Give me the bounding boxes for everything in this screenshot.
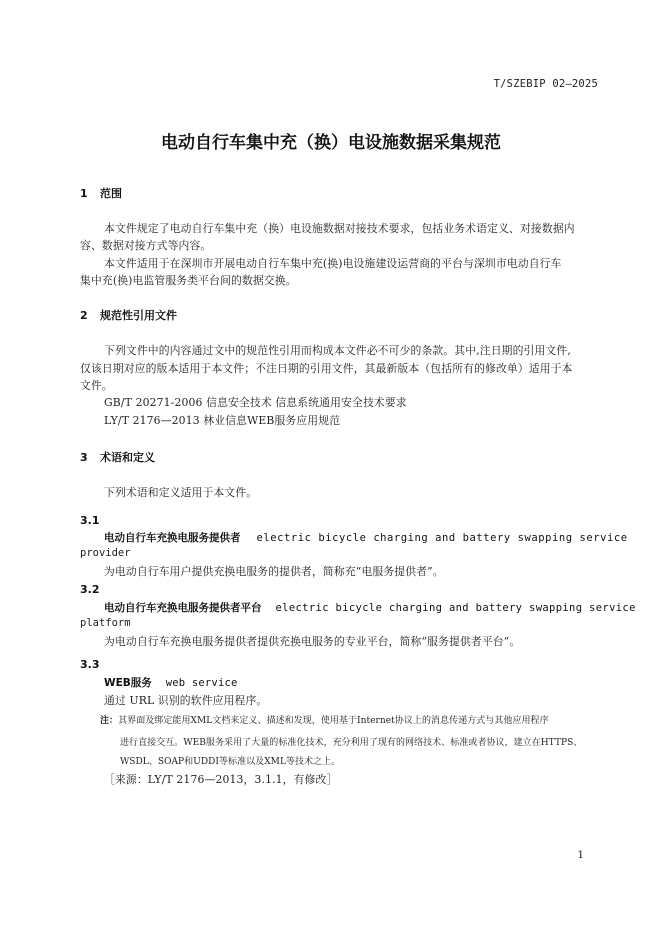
note-text: 其界面及绑定能用XML文档来定义、描述和发现，使用基于Internet协议上的消息传递方式与其他应用程序 [118,716,549,726]
term-english-continued: provider [80,547,131,559]
paragraph-line: 仅该日期对应的版本适用于本文件；不注日期的引用文件，其最新版本（包括所有的修改单）适用于本 [80,362,573,375]
note [100,713,549,726]
paragraph-line: 容、数据对接方式等内容。 [80,239,212,252]
standard-number: T/SZEBIP 02—2025 [493,78,598,90]
section-heading-normative [80,307,177,323]
term-definition: 为电动自行车用户提供充换电服务的提供者，简称充“电服务提供者”。 [104,565,444,578]
section-heading-scope [80,185,122,201]
term-chinese: 电动自行车充换电服务提供者平台 [104,602,262,614]
term-chinese: 电动自行车充换电服务提供者 [104,532,241,544]
paragraph-line: 本文件规定了电动自行车集中充（换）电设施数据对接技术要求，包括业务术语定义、对接数据内 [104,222,575,235]
term-entry [104,675,238,690]
reference-item: LY/T 2176—2013 林业信息WEB服务应用规范 [104,414,341,427]
term-entry [104,600,636,615]
term-number: 3.2 [80,583,100,596]
note-label: 注： [100,716,119,726]
page-number: 1 [577,849,584,861]
term-english: web service [165,677,238,689]
term-entry [104,530,628,545]
reference-item: GB/T 20271-2006 信息安全技术 信息系统通用安全技术要求 [104,396,407,409]
section-title: 规范性引用文件 [100,309,177,322]
source-citation: ［来源：LY/T 2176—2013，3.1.1，有修改］ [104,773,338,786]
section-number: 1 [80,187,88,200]
term-definition: 通过 URL 识别的软件应用程序。 [104,694,268,707]
note-text: WSDL、SOAP和UDDI等标准以及XML等技术之上。 [120,757,341,767]
section-number: 3 [80,451,88,464]
term-chinese: WEB服务 [104,677,152,689]
term-english: electric bicycle charging and battery swapping service [256,532,628,544]
term-definition: 为电动自行车充换电服务提供者提供充换电服务的专业平台，简称“服务提供者平台”。 [104,635,521,648]
section-title: 范围 [100,187,122,200]
section-heading-terms [80,449,155,465]
term-number: 3.3 [80,658,100,671]
section-number: 2 [80,309,88,322]
document-title: 电动自行车集中充（换）电设施数据采集规范 [161,133,501,153]
paragraph-line: 集中充(换)电监管服务类平台间的数据交换。 [80,274,297,287]
paragraph-line: 下列文件中的内容通过文中的规范性引用而构成本文件必不可少的条款。其中,注日期的引用文件, [104,344,571,357]
term-english-continued: platform [80,617,131,629]
paragraph-line: 本文件适用于在深圳市开展电动自行车集中充(换)电设施建设运营商的平台与深圳市电动自行车 [104,257,562,270]
paragraph-line: 文件。 [80,379,113,392]
term-english: electric bicycle charging and battery swapping service [275,602,636,614]
section-title: 术语和定义 [100,451,155,464]
note-text: 进行直接交互。WEB服务采用了大量的标准化技术，充分利用了现有的网络技术、标准或者协议，建立在HTTPS、 [120,738,583,748]
term-number: 3.1 [80,514,100,527]
paragraph-line: 下列术语和定义适用于本文件。 [104,486,258,499]
